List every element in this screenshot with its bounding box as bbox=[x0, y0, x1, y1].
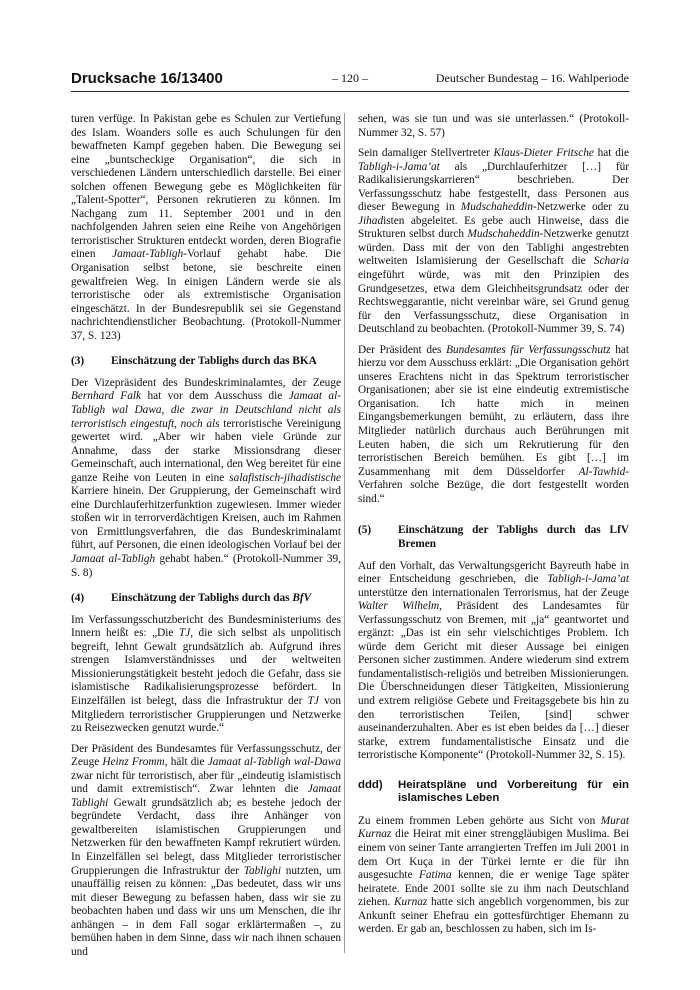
paragraph: Der Präsident des Bundesamtes für Verfassungsschutz, der Zeuge Heinz Fromm, hält die Jamaat al-Tabligh wal-Dawa zwar nicht für terroristisch, aber für „eindeutig islamistisch und damit extremistisch“. Zwar lehnten die Jamaat Tablighi Gewalt grundsätzlich ab; es bestehe jedoch der begründete Verdacht, dass ihre Anhänger von gewaltbereiten islamistischen Gruppierungen und Netzwerken für den bewaffneten Kampf rekrutiert würden. In Einzelfällen sei belegt, dass Mitglieder terroristischer Gruppierungen die Infrastruktur der Tablighi nutzten, um unauffällig reisen zu können: „Das bedeutet, dass wir uns mit dieser Bewegung zu befassen haben, dass wir sie zu beobachten haben und dass wir uns um Menschen, die ihr anhängen – in dem Fall sogar erklärtermaßen –, zu bemühen haben in dem Sinne, dass wir nach ihnen schauen und bbox=[71, 742, 341, 958]
left-column bbox=[71, 113, 341, 966]
section-heading: ddd) Heiratspläne und Vorbereitung für ein islamisches Leben bbox=[358, 778, 629, 805]
paragraph: Im Verfassungsschutzbericht des Bundesministeriums des Innern heißt es: „Die TJ, die sich selbst als unpolitisch begreift, lehnt Gewalt grundsätzlich ab. Aufgrund ihres strengen Islamverständnisses und der weltweiten Missionierungstätigkeit besteht jedoch die Gefahr, dass sie islamistische Radikalisierungsprozesse befördert. In Einzelfällen ist belegt, dass die Infrastruktur der TJ von Mitgliedern terroristischer Gruppierungen und Netzwerke zu Reisezwecken genutzt wurde.“ bbox=[71, 613, 342, 735]
paragraph: Sein damaliger Stellvertreter Klaus-Dieter Fritsche hat die Tabligh-i-Jama’at als „Durchlauferhitzer […] für Radikalisierungskarrieren“ beschrieben. Der Verfassungsschutz habe festgestellt, dass Personen aus dieser Bewegung in Mudschaheddin-Netzwerke oder zu Jihadisten abgeleitet. Es gebe auch Hinweise, dass die Strukturen selbst durch Mudschaheddin-Netzwerke genutzt würden. Dass mit der von den Tablighi angestrebten weltweiten Islamisierung der Gesellschaft die Scharia eingeführt würde, was mit den Prinzipien des Grundgesetzes, etwa dem Gleichheitsgrundsatz oder der Rechtsweggarantie, nicht vereinbar wäre, sei Grund genug für den Verfassungsschutz, diese Organisation in Deutschland zu beobachten. (Protokoll-Nummer 39, S. 74) bbox=[358, 147, 629, 336]
paragraph: Der Vizepräsident des Bundeskriminalamtes, der Zeuge Bernhard Falk hat vor dem Ausschuss die Jamaat al-Tabligh wal Dawa, die zwar in Deutschland nicht als terroristisch eingestuft, noch als terroristische Vereinigung gewertet wird. „Aber wir haben viele Gründe zur Annahme, dass der starke Missionsdrang dieser Gemeinschaft, auch international, den Weg bereitet für eine ganze Reihe von Leuten in eine salafistisch-jihadistische Karriere hinein. Der Gruppierung, der Gemeinschaft wird eine Durchlauferhitzerfunktion zugewiesen. Immer wieder stoßen wir in terrorverdächtigen Kreisen, auch im Rahmen von Ermittlungsverfahren, die das Bundeskriminalamt führt, auf Personen, die einen ideologischen Vorlauf bei der Jamaat al-Tabligh gehabt haben.“ (Protokoll-Nummer 39, S. 8) bbox=[71, 376, 341, 579]
header-rule bbox=[71, 91, 629, 92]
document-number: Drucksache 16/13400 bbox=[71, 70, 223, 87]
publisher: Deutscher Bundestag – 16. Wahlperiode bbox=[435, 71, 629, 85]
right-column bbox=[358, 113, 629, 944]
paragraph: Zu einem frommen Leben gehörte aus Sicht von Murat Kurnaz die Heirat mit einer strenggläubigen Muslima. Bei einem von seiner Tante arrangierten Treffen im Juli 2001 in dem Ort Kuça in der Türkei lernte er die für ihn ausgesuchte Fatima kennen, die er wenige Tage später heiratete. Ende 2001 sollte sie zu ihm nach Deutschland ziehen. Kurnaz hatte sich angeblich vorgenommen, bis zur Ankunft seiner Ehefrau ein gottesfürchtiger Ehemann zu werden. Er gab an, beschlossen zu haben, sich im Is- bbox=[358, 814, 630, 936]
page-header bbox=[71, 70, 629, 88]
column-separator bbox=[344, 113, 345, 953]
section-heading: (4) Einschätzung der Tablighs durch das BfV bbox=[71, 592, 312, 605]
section-heading: (3) Einschätzung der Tablighs durch das BKA bbox=[71, 355, 317, 368]
section-heading: (5) Einschätzung der Tablighs durch das LfV Bremen bbox=[358, 524, 629, 550]
paragraph: turen verfüge. In Pakistan gebe es Schulen zur Vertiefung des Islam. Woanders solle es auch Schulungen für den bewaffneten Kampf gegeben haben. Die Bewegung sei eine „buntscheckige Organisation“, die sich in verschiedenen Ländern unterschiedlich darstelle. Bei einer solchen offenen Bewegung gebe es Möglichkeiten für „Talent-Spotter“, Personen rekrutieren zu können. Im Nachgang zum 11. September 2001 und in den nachfolgenden Jahren seien eine Reihe von Angehörigen terroristischer Strukturen entdeckt worden, deren Biografie einen Jamaat-Tabligh-Vorlauf gehabt habe. Die Organisation selbst betone, sie beschreite einen gewaltfreien Weg. In einigen Ländern werde sie als terroristische oder als extremistische Organisation eingeschätzt. In der Bundesrepublik sei sie Gegenstand nachrichtendienstlicher Beobachtung. (Protokoll-Nummer 37, S. 123) bbox=[71, 113, 341, 342]
paragraph: sehen, was sie tun und was sie unterlassen.“ (Protokoll-Nummer 32, S. 57) bbox=[358, 113, 629, 139]
paragraph: Auf den Vorhalt, das Verwaltungsgericht Bayreuth habe in einer Entscheidung geschrieben, die Tabligh-i-Jama’at unterstütze den internationalen Terrorismus, hat der Zeuge Walter Wilhelm, Präsident des Landesamtes für Verfassungsschutz von Bremen, mit „ja“ geantwortet und ergänzt: „Das ist ein sehr vielschichtiges Problem. Ich würde dem Gericht mit dieser Aussage bei einigen Personen sicher zustimmen. Andere wiederum sind extrem fundamentalistisch-religiös und betreiben Missionierungen. Die Überschneidungen dieser Tätigkeiten, Missionierung und extrem religiöse Gebete und Freitagsgebete bis hin zu den terroristischen Teilen, [sind] schwer auseinanderzuhalten. Aber es ist eben beides da […] dieser starke, extrem fundamentalistische Einsatz und die terroristische Komponente“ (Protokoll-Nummer 32, S. 15). bbox=[358, 559, 629, 762]
paragraph: Der Präsident des Bundesamtes für Verfassungsschutz hat hierzu vor dem Ausschuss erklärt: „Die Organisation gehört unseres Erachtens nicht in das Spektrum terroristischer Organisationen; aber sie ist eine eindeutig extremistische Organisation. Ich hatte mich in meinen Eingangsbemerkungen bemüht, zu erläutern, dass ihre Mitglieder natürlich durchaus auch Berührungen mit Leuten haben, die sich um Rekrutierung für den terroristischen Bereich bemühen. Es gibt […] im Zusammenhang mit dem Düsseldorfer Al-Tawhid-Verfahren solche Bezüge, die dort festgestellt worden sind.“ bbox=[358, 343, 629, 505]
page-number: – 120 – bbox=[332, 71, 368, 85]
